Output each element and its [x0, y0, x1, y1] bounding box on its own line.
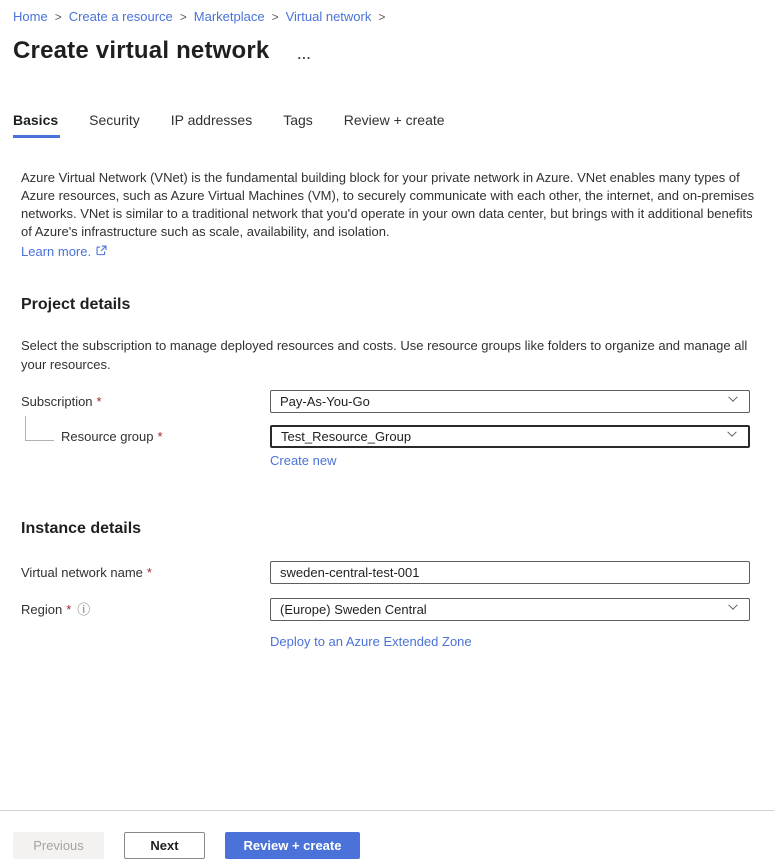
breadcrumb-create-a-resource[interactable]: Create a resource	[68, 9, 173, 24]
resource-group-field-row	[21, 425, 750, 448]
create-new-row	[21, 453, 750, 468]
tab-tags[interactable]: Tags	[283, 112, 313, 128]
resource-group-value: Test_Resource_Group	[281, 429, 412, 444]
required-asterisk: *	[66, 602, 72, 617]
project-details-description: Select the subscription to manage deployed resources and costs. Use resource groups like folders to organize and manage all your resources.	[21, 338, 748, 372]
vnet-name-field-row	[21, 561, 750, 584]
subscription-label	[21, 394, 270, 409]
breadcrumb-separator-icon: >	[378, 10, 386, 24]
extended-zone-link[interactable]: Deploy to an Azure Extended Zone	[270, 634, 472, 649]
required-asterisk: *	[146, 565, 152, 580]
breadcrumb-separator-icon: >	[54, 10, 62, 24]
subscription-field-row	[21, 390, 750, 413]
breadcrumb-home[interactable]: Home	[13, 9, 48, 24]
resource-group-label-text: Resource group	[61, 429, 154, 444]
wizard-footer	[0, 810, 774, 859]
resource-group-dropdown[interactable]	[270, 425, 750, 448]
breadcrumb-separator-icon: >	[271, 10, 279, 24]
required-asterisk: *	[157, 429, 163, 444]
title-row	[13, 37, 774, 65]
basics-tab-content	[0, 169, 774, 649]
project-details-form	[21, 390, 750, 649]
subscription-value: Pay-As-You-Go	[280, 394, 370, 409]
learn-more-link[interactable]: Learn more.	[21, 244, 92, 259]
region-value: (Europe) Sweden Central	[280, 602, 427, 617]
vnet-name-label-text: Virtual network name	[21, 565, 143, 580]
breadcrumb-virtual-network[interactable]: Virtual network	[285, 9, 372, 24]
review-create-button[interactable]: Review + create	[225, 832, 360, 859]
subscription-dropdown[interactable]	[270, 390, 750, 413]
region-field-row	[21, 598, 750, 621]
region-dropdown[interactable]	[270, 598, 750, 621]
page-title: Create virtual network	[13, 37, 270, 64]
next-button[interactable]: Next	[124, 832, 205, 859]
external-link-icon	[96, 243, 107, 261]
vnet-name-input[interactable]	[270, 561, 750, 584]
tab-review-create[interactable]: Review + create	[343, 112, 445, 128]
project-details-heading: Project details	[21, 296, 131, 313]
breadcrumb-separator-icon: >	[179, 10, 187, 24]
tab-ip-addresses[interactable]: IP addresses	[170, 112, 253, 128]
chevron-down-icon	[726, 392, 740, 411]
breadcrumb-marketplace[interactable]: Marketplace	[193, 9, 265, 24]
vnet-description-text: Azure Virtual Network (VNet) is the fundamental building block for your private network in Azure. VNet enables many types of Azure resources, such as Azure Virtual Machines (VM), to securely communicate with each other, the internet, and on-premises networks. VNet is similar to a traditional network that you'd operate in your own data center, but brings with it additional benefits of Azure's infrastructure such as scale, availability, and isolation.	[21, 170, 755, 239]
more-options-icon[interactable]: ...	[297, 46, 312, 62]
vnet-name-label	[21, 565, 270, 580]
tree-connector-line	[25, 416, 54, 441]
info-icon[interactable]: ⓘ	[77, 602, 91, 617]
extended-zone-row	[21, 634, 750, 649]
breadcrumb	[0, 0, 774, 24]
subscription-label-text: Subscription	[21, 394, 93, 409]
wizard-tabs	[13, 112, 774, 138]
create-new-link[interactable]: Create new	[270, 453, 337, 468]
region-label-text: Region	[21, 602, 63, 617]
instance-details-heading: Instance details	[21, 520, 142, 537]
tab-security[interactable]: Security	[89, 112, 140, 128]
required-asterisk: *	[96, 394, 102, 409]
chevron-down-icon	[725, 427, 739, 446]
resource-group-label	[21, 429, 270, 444]
tab-basics[interactable]: Basics	[13, 112, 60, 138]
previous-button[interactable]: Previous	[13, 832, 104, 859]
chevron-down-icon	[726, 600, 740, 619]
region-label	[21, 602, 270, 617]
